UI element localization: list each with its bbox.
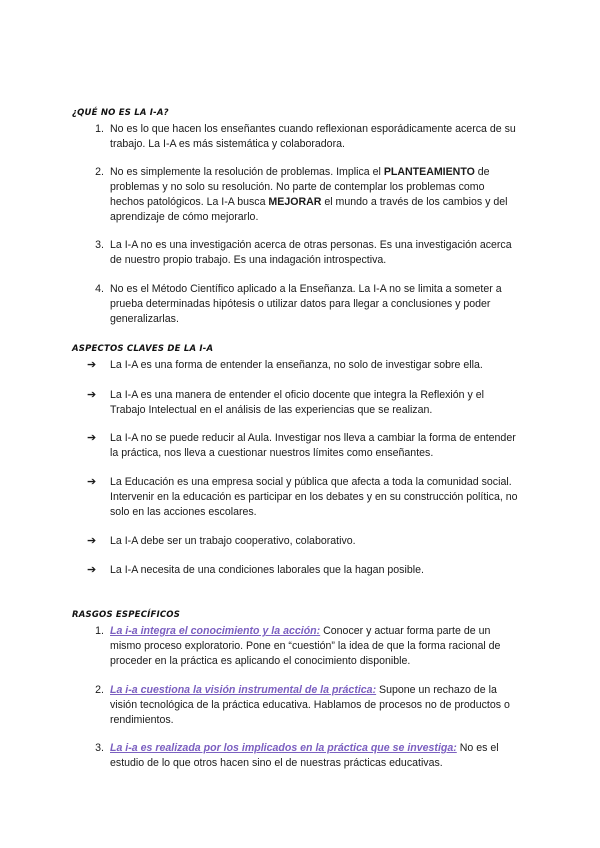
feature-title: La i-a integra el conocimiento y la acción: <box>110 625 321 637</box>
list-item <box>90 122 520 152</box>
list-item-text: La I-A debe ser un trabajo cooperativo, colaborativo. <box>110 535 356 547</box>
list-item-text: La I-A no es una investigación acerca de otras personas. Es una investigación acerca de nuestro propio trabajo. Es una indagación introspectiva. <box>110 239 512 266</box>
arrow-bullet-icon: ➔ <box>87 564 97 576</box>
feature-title: La i-a cuestiona la visión instrumental de la práctica: <box>110 684 377 696</box>
list-item <box>90 741 520 771</box>
list-item <box>87 534 520 549</box>
list-item-text: No es simplemente la resolución de problemas. Implica el PLANTEAMIENTO de problemas y no solo su resolución. No parte de contemplar los problemas como hechos patológicos. La I-A busca MEJORAR el mundo a través de los cambios y del aprendizaje de cómo mejorarlo. <box>110 166 508 223</box>
section-heading-aspectos-claves: ASPECTOS CLAVES DE LA I-A <box>72 344 214 354</box>
list-item-text: La i-a cuestiona la visión instrumental de la práctica: Supone un rechazo de la visión tecnológica de la práctica educativa. Hablamos de procesos no de productos o rendimientos. <box>110 684 510 726</box>
list-number: 2. <box>95 684 104 696</box>
emphasis-planteamiento: PLANTEAMIENTO <box>383 166 475 178</box>
list-item <box>87 388 520 418</box>
list-number: 1. <box>95 625 104 637</box>
section-heading-que-no-es: ¿QUÉ NO ES LA I-A? <box>72 108 169 118</box>
list-item <box>87 475 520 520</box>
list-item-text: La i-a integra el conocimiento y la acción: Conocer y actuar forma parte de un mismo proceso exploratorio. Pone en “cuestión” la idea de que la forma racional de proceder en la práctica es aplicando el conocimiento disponible. <box>110 625 501 667</box>
list-item <box>90 165 520 225</box>
arrow-bullet-icon: ➔ <box>87 432 97 444</box>
arrow-bullet-icon: ➔ <box>87 476 97 488</box>
list-number: 2. <box>95 166 104 178</box>
list-number: 4. <box>95 283 104 295</box>
arrow-bullet-icon: ➔ <box>87 535 97 547</box>
list-item-text: La I-A es una forma de entender la enseñanza, no solo de investigar sobre ella. <box>110 359 483 371</box>
arrow-bullet-icon: ➔ <box>87 359 97 371</box>
list-item <box>87 563 520 578</box>
list-item-text: La i-a es realizada por los implicados en la práctica que se investiga: No es el estudio de lo que otros hacen sino el de nuestras prácticas educativas. <box>110 742 499 769</box>
list-item <box>90 624 520 669</box>
list-item-text: La I-A no se puede reducir al Aula. Investigar nos lleva a cambiar la forma de entender la práctica, nos lleva a cuestionar nuestros límites como enseñantes. <box>110 432 516 459</box>
list-item-text: No es el Método Científico aplicado a la Enseñanza. La I-A no se limita a someter a prueba determinadas hipótesis o utilizar datos para llegar a conclusiones y poder generalizarlas. <box>110 283 502 325</box>
list-item-text: La I-A necesita de una condiciones laborales que la hagan posible. <box>110 564 424 576</box>
list-item <box>90 238 520 268</box>
emphasis-mejorar: MEJORAR <box>268 196 322 208</box>
section-heading-rasgos-especificos: RASGOS ESPECÍFICOS <box>72 610 181 620</box>
arrow-bullet-icon: ➔ <box>87 389 97 401</box>
list-item-text: La Educación es una empresa social y pública que afecta a toda la comunidad social. Intervenir en la educación es participar en los debates y en su construcción política, no solo en las acciones escolares. <box>110 476 518 518</box>
list-number: 3. <box>95 239 104 251</box>
list-number: 3. <box>95 742 104 754</box>
list-number: 1. <box>95 123 104 135</box>
list-item <box>87 358 520 373</box>
feature-title: La i-a es realizada por los implicados en la práctica que se investiga: <box>110 742 457 754</box>
list-item-text: No es lo que hacen los enseñantes cuando reflexionan esporádicamente acerca de su trabajo. La I-A es más sistemática y colaboradora. <box>110 123 516 150</box>
list-item <box>90 683 520 728</box>
list-item-text: La I-A es una manera de entender el oficio docente que integra la Reflexión y el Trabajo Intelectual en el análisis de las experiencias que se realizan. <box>110 389 484 416</box>
list-item <box>87 431 520 461</box>
list-item <box>90 282 520 327</box>
